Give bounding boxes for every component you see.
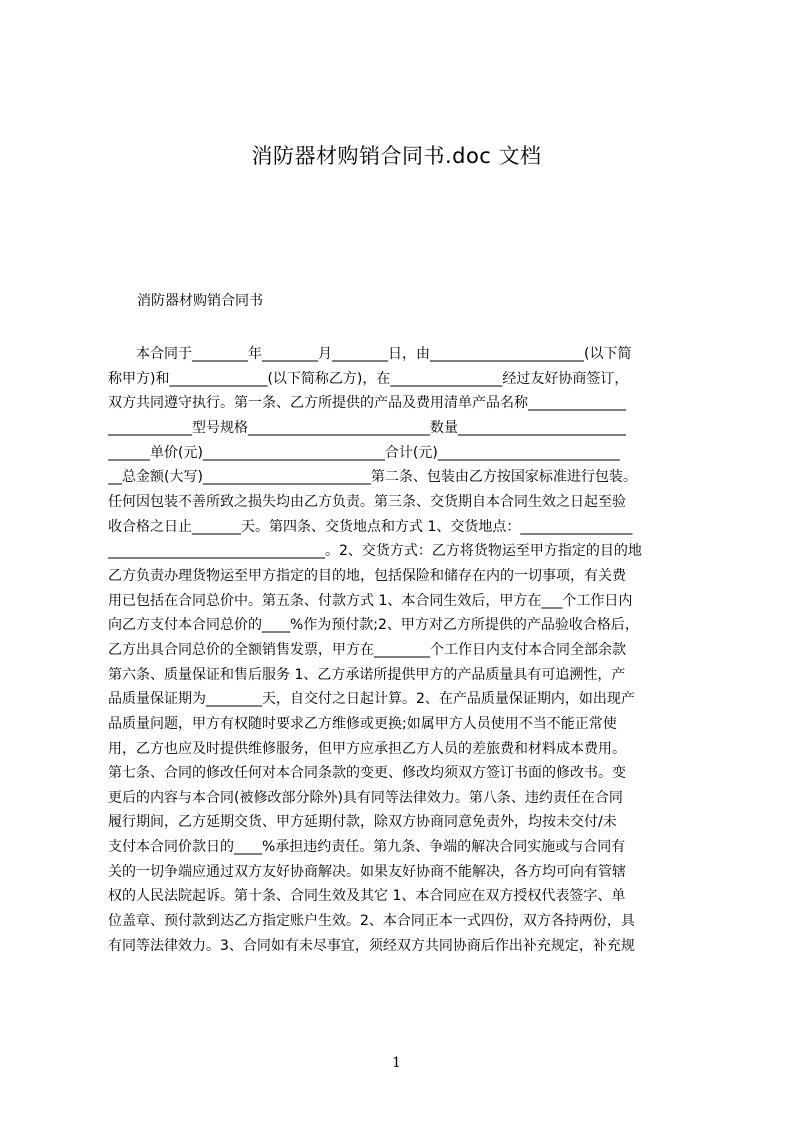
page-number: 1	[392, 1055, 401, 1071]
body-line: 第六条、质量保证和售后服务 1、乙方承诺所提供甲方的产品质量具有可追溯性，产	[108, 666, 626, 683]
body-line: ____________型号规格__________________________数量________________________	[108, 419, 626, 436]
body-line: 位盖章、预付款到达乙方指定账户生效。2、本合同正本一式四份，双方各持两份，具	[108, 913, 635, 930]
body-line: 本合同于________年________月________日，由______________________(以下简	[108, 346, 632, 362]
body-line: 用已包括在合同总价中。第五条、付款方式 1、本合同生效后，甲方在___个工作日内	[108, 592, 633, 609]
body-line: 品质量保证期为________天，自交付之日起计算。2、在产品质量保证期内，如出现产	[108, 691, 635, 708]
body-line: 向乙方支付本合同总价的____%作为预付款;2、甲方对乙方所提供的产品验收合格后，	[108, 617, 639, 634]
body-line: __总金额(大写)________________________第二条、包装由乙方按国家标准进行包装。	[108, 469, 637, 486]
body-line: 第七条、合同的修改任何对本合同条款的变更、修改均须双方签订书面的修改书。变	[108, 765, 626, 782]
body-line: 乙方出具合同总价的全额销售发票，甲方在________个工作日内支付本合同全部余款	[108, 641, 626, 658]
body-line: 双方共同遵守执行。第一条、乙方所提供的产品及费用清单产品名称______________	[108, 395, 626, 412]
body-line: ______单价(元)__________________________合计(元)__________________________	[108, 444, 620, 461]
contract-heading: 消防器材购销合同书	[137, 293, 263, 309]
body-line: 用，乙方也应及时提供维修服务，但甲方应承担乙方人员的差旅费和材料成本费用。	[108, 740, 626, 757]
body-line: 任何因包装不善所致之损失均由乙方负责。第三条、交货期自本合同生效之日起至验	[108, 493, 626, 510]
body-line: 履行期间，乙方延期交货、甲方延期付款，除双方协商同意免责外，均按未交付/未	[108, 814, 617, 831]
body-line: 乙方负责办理货物运至甲方指定的目的地，包括保险和储存在内的一切事项，有关费	[108, 567, 626, 584]
document-title: 消防器材购销合同书.doc 文档	[251, 144, 542, 168]
body-line: 收合格之日止_______天。第四条、交货地点和方式 1、交货地点：________________	[108, 518, 633, 535]
body-line: 权的人民法院起诉。第十条、合同生效及其它 1、本合同应在双方授权代表签字、单	[108, 888, 626, 905]
body-line: 称甲方)和______________(以下简称乙方)，在________________经过友好协商签订，	[108, 370, 629, 387]
body-line: 支付本合同价款日的____%承担违约责任。第九条、争端的解决合同实施或与合同有	[108, 839, 626, 856]
body-line: 更后的内容与本合同(被修改部分除外)具有同等法律效力。第八条、违约责任在合同	[108, 789, 623, 806]
contract-body	[108, 342, 698, 958]
body-line: 品质量问题，甲方有权随时要求乙方维修或更换;如属甲方人员使用不当不能正常使	[108, 715, 617, 732]
body-line: _______________________________。2、交货方式：乙方将货物运至甲方指定的目的地	[108, 543, 642, 560]
body-line: 有同等法律效力。3、合同如有未尽事宜，须经双方共同协商后作出补充规定，补充规	[108, 937, 635, 954]
body-line: 关的一切争端应通过双方友好协商解决。如果友好协商不能解决，各方均可向有管辖	[108, 863, 626, 880]
